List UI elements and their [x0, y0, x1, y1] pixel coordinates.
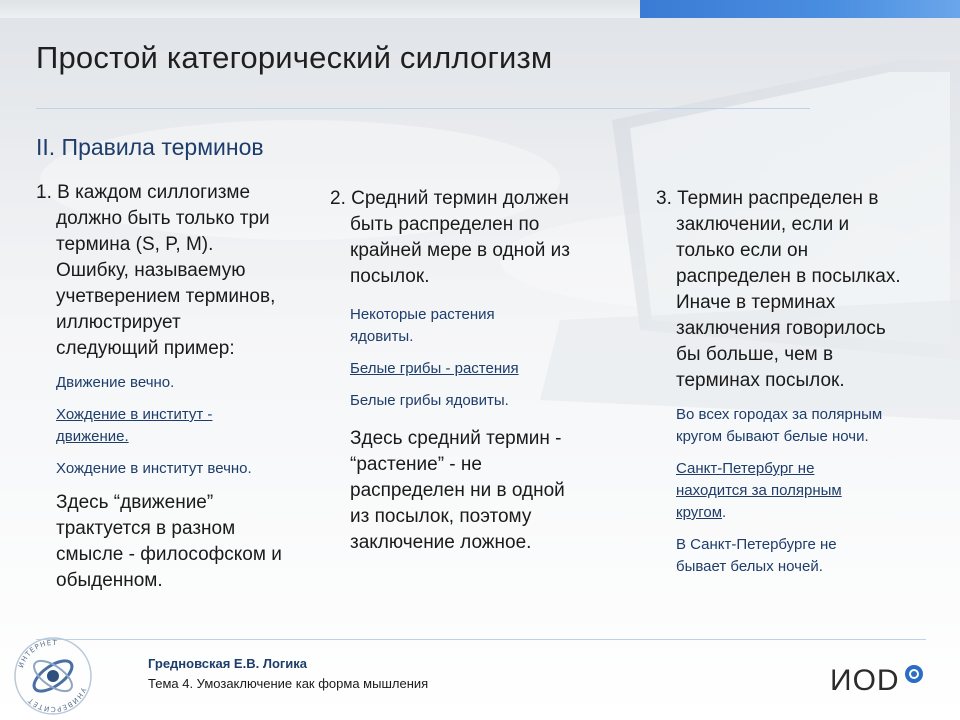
rule-line: термина (S, P, M). — [56, 234, 214, 255]
rule-line: терминах посылок. — [676, 370, 845, 391]
top-bar-blue — [640, 0, 960, 18]
explanation-line: обыденном. — [56, 570, 163, 591]
rule-line: должно быть только три — [56, 208, 270, 229]
section-heading: II. Правила терминов — [36, 134, 264, 160]
title-divider — [36, 108, 810, 109]
rule-line: распределен в посылках. — [676, 266, 901, 287]
rule-column-3 — [656, 186, 936, 578]
top-bar-gray — [0, 0, 640, 18]
example-line: В Санкт-Петербурге не — [676, 536, 837, 553]
example-premise-1 — [656, 404, 936, 448]
example-line: движение. — [56, 428, 129, 445]
example-line: Во всех городах за полярным — [676, 406, 883, 423]
slide-title: Простой категорический силлогизм — [36, 40, 553, 75]
rule-line: заключении, если и — [676, 214, 850, 235]
explanation-line: трактуется в разном — [56, 518, 236, 539]
example-line: кругом бывают белые ночи. — [676, 428, 869, 445]
rule-line: Ошибку, называемую — [56, 260, 246, 281]
example-period: . — [722, 504, 727, 521]
svg-text:УНИВЕРСИТЕТ: УНИВЕРСИТЕТ — [26, 686, 88, 714]
example-line: ядовиты. — [350, 328, 414, 345]
explanation-line: “растение” - не — [350, 454, 482, 475]
example-line: кругом — [676, 504, 723, 521]
svg-text:ИНТЕРНЕТ: ИНТЕРНЕТ — [17, 638, 58, 669]
rule-column-1 — [36, 180, 326, 594]
footer-divider — [36, 639, 926, 640]
rule-line: заключения говорилось — [676, 318, 886, 339]
rule-line: следующий пример: — [56, 338, 235, 359]
rule-1-text — [36, 180, 326, 362]
explanation-line: заключение ложное. — [350, 532, 532, 553]
rule-line: быть распределен по — [350, 214, 540, 235]
example-premise-2 — [330, 358, 610, 380]
iod-brand-logo — [828, 660, 928, 700]
example-line: Некоторые растения — [350, 306, 495, 323]
example-premise-1: Движение вечно. — [56, 374, 175, 391]
explanation-line: из посылок, поэтому — [350, 506, 532, 527]
rule-2-explanation — [330, 426, 610, 556]
example-line: бывает белых ночей. — [676, 558, 823, 575]
rule-line: Иначе в терминах — [676, 292, 836, 313]
example-premise-2 — [656, 458, 936, 524]
rule-1-explanation — [36, 490, 326, 594]
explanation-line: Здесь средний термин - — [350, 428, 562, 449]
rule-column-2 — [330, 186, 610, 556]
example-premise-2 — [36, 404, 326, 448]
rule-line: иллюстрирует — [56, 312, 181, 333]
example-line: Хождение в институт - — [56, 406, 213, 423]
explanation-line: Здесь “движение” — [56, 492, 214, 513]
explanation-line: распределен ни в одной — [350, 480, 565, 501]
rule-line: учетверением терминов, — [56, 286, 276, 307]
example-line: Санкт-Петербург не — [676, 460, 815, 477]
footer-author: Гредновская Е.В. Логика — [148, 656, 308, 671]
example-line: находится за полярным — [676, 482, 842, 499]
rule-2-text — [330, 186, 610, 290]
example-conclusion — [656, 534, 936, 578]
rule-line: посылок. — [350, 266, 430, 287]
svg-text:ИОD: ИОD — [830, 664, 900, 697]
rule-line: крайней мере в одной из — [350, 240, 570, 261]
rule-line: только если он — [676, 240, 809, 261]
explanation-line: смысле - философском и — [56, 544, 282, 565]
example-conclusion: Хождение в институт вечно. — [56, 460, 252, 477]
rule-line: 1. В каждом силлогизме — [36, 182, 251, 203]
rule-3-text — [656, 186, 936, 394]
rule-line: 3. Термин распределен в — [656, 188, 879, 209]
rule-line: бы больше, чем в — [676, 344, 834, 365]
example-line: Белые грибы - растения — [350, 360, 519, 377]
footer-topic: Тема 4. Умозаключение как форма мышления — [148, 676, 429, 691]
example-premise-1 — [330, 304, 610, 348]
internet-university-logo — [8, 630, 98, 720]
example-conclusion: Белые грибы ядовиты. — [350, 392, 509, 409]
rule-line: 2. Средний термин должен — [330, 188, 569, 209]
